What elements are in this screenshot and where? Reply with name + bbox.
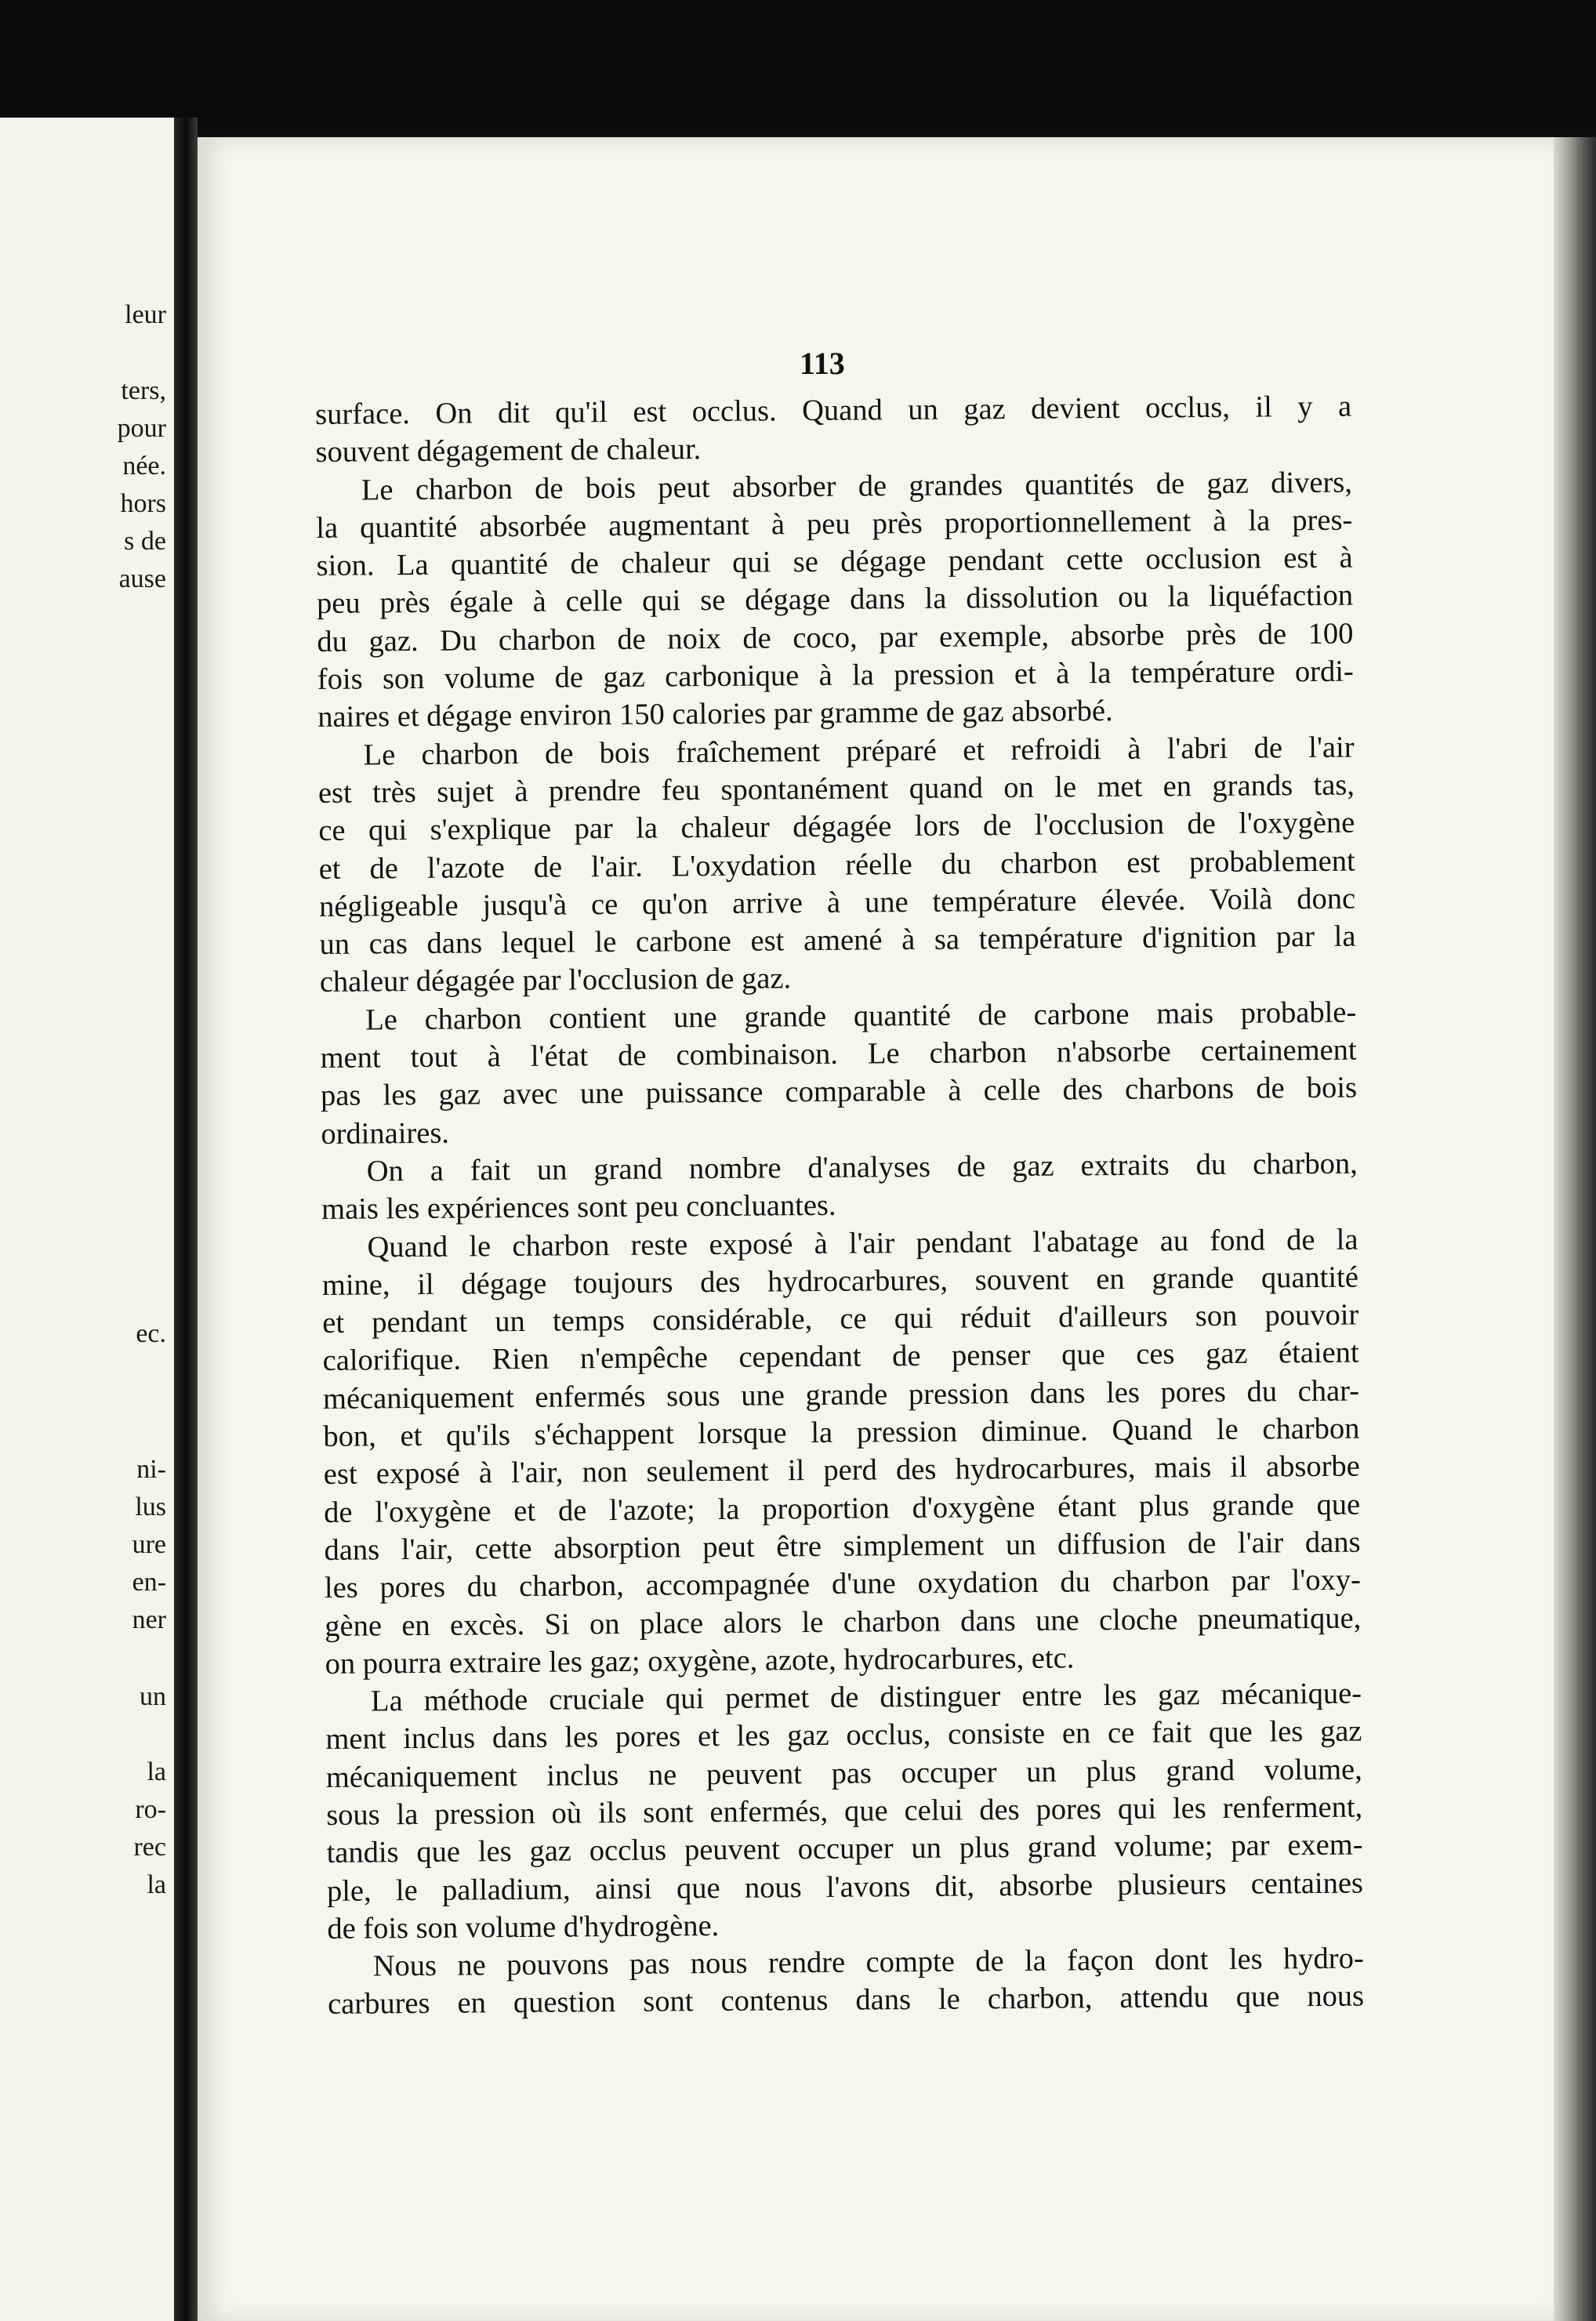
text-line: tandis que les gaz occlus peuvent occuper un plus grand volume; par exem- [326, 1828, 1363, 1870]
body-text [315, 388, 1364, 2024]
text-line: on pourra extraire les gaz; oxygène, azote, hydrocarbures, etc. [325, 1641, 1075, 1681]
left-page-text-fragment: ure [132, 1530, 166, 1559]
page-edge [1554, 137, 1596, 2321]
left-page-text-fragment: la [147, 1870, 166, 1899]
text-line: est très sujet à prendre feu spontanément quand on le met en grands tas, [317, 768, 1355, 810]
left-page-text-fragment: rec [133, 1833, 166, 1862]
text-line: peu près égale à celle qui se dégage dans la dissolution ou la liquéfaction [316, 579, 1354, 621]
text-line: sous la pression où ils sont enfermés, que celui des pores qui les renferment, [326, 1790, 1363, 1832]
text-line: est exposé à l'air, non seulement il perd des hydrocarbures, mais il absorbe [323, 1449, 1360, 1492]
scan-background [0, 0, 1596, 125]
left-page-text-fragment: ec. [136, 1319, 166, 1348]
left-page-text-fragment: un [140, 1682, 166, 1711]
text-line: ment tout à l'état de combinaison. Le charbon n'absorbe certainement [320, 1033, 1357, 1075]
left-page-text-fragment: ters, [121, 376, 166, 405]
left-page-text-fragment: lus [135, 1492, 166, 1521]
text-line: surface. On dit qu'il est occlus. Quand un gaz devient occlus, il y a [315, 390, 1352, 431]
text-line: calorifique. Rien n'empêche cependant de penser que ces gaz étaient [322, 1336, 1359, 1378]
text-line: mécaniquement inclus ne peuvent pas occuper un plus grand volume, [325, 1753, 1362, 1794]
page-number: 113 [800, 346, 845, 381]
text-line: ple, le palladium, ainsi que nous l'avons dit, absorbe plusieurs centaines [326, 1866, 1364, 1908]
text-line: pas les gaz avec une puissance comparable à celle des charbons de bois [320, 1071, 1358, 1113]
text-line: carbures en question sont contenus dans le charbon, attendu que nous [327, 1980, 1365, 2022]
text-line: La méthode cruciale qui permet de distinguer entre les gaz mécanique- [370, 1677, 1362, 1718]
text-line: Le charbon de bois peut absorber de grandes quantités de gaz divers, [361, 466, 1353, 507]
text-line: fois son volume de gaz carbonique à la pression et à la température ordi- [317, 655, 1354, 697]
text-line: Quand le charbon reste exposé à l'air pendant l'abatage au fond de la [367, 1223, 1358, 1264]
text-line: un cas dans lequel le carbone est amené à sa température d'ignition par la [319, 919, 1356, 962]
text-line: et de l'azote de l'air. L'oxydation réelle du charbon est probablement [318, 844, 1355, 886]
text-line: bon, et qu'ils s'échappent lorsque la pression diminue. Quand le charbon [323, 1412, 1360, 1453]
left-page-text-fragment: en- [132, 1568, 166, 1597]
text-line: de l'oxygène et de l'azote; la proportion d'oxygène étant plus grande que [324, 1488, 1361, 1529]
left-page-text-fragment: pour [117, 414, 166, 443]
text-line: et pendant un temps considérable, ce qui réduit d'ailleurs son pouvoir [322, 1298, 1359, 1340]
left-page-text-fragment: leur [125, 300, 166, 329]
text-line: négligeable jusqu'à ce qu'on arrive à une température élevée. Voilà donc [318, 882, 1356, 923]
text-line: On a fait un grand nombre d'analyses de gaz extraits du charbon, [366, 1147, 1358, 1188]
left-page-text-fragment: ause [118, 564, 166, 593]
left-page-text-fragment: la [147, 1757, 166, 1786]
text-line: sion. La quantité de chaleur qui se dégage pendant cette occlusion est à [316, 541, 1353, 583]
text-line: Le charbon de bois fraîchement préparé et refroidi à l'abri de l'air [363, 731, 1355, 772]
text-line: gène en excès. Si on place alors le charbon dans une cloche pneumatique, [325, 1601, 1362, 1643]
text-line: Le charbon contient une grande quantité de carbone mais probable- [365, 995, 1357, 1037]
left-facing-page [0, 118, 174, 2321]
text-line: ordinaires. [321, 1116, 450, 1151]
text-line: naires et dégage environ 150 calories par gramme de gaz absorbé. [317, 694, 1113, 734]
left-page-text-fragment: née. [122, 452, 166, 481]
text-line: du gaz. Du charbon de noix de coco, par exemple, absorbe près de 100 [317, 617, 1354, 658]
text-line: Nous ne pouvons pas nous rendre compte de la façon dont les hydro- [372, 1942, 1364, 1983]
left-page-text-fragment: ni- [136, 1455, 166, 1484]
text-line: de fois son volume d'hydrogène. [327, 1909, 720, 1946]
text-line: ce qui s'explique par la chaleur dégagée lors de l'occlusion de l'oxygène [318, 806, 1355, 848]
book-gutter [174, 118, 198, 2321]
left-page-text-fragment: ro- [135, 1795, 166, 1824]
left-page-text-fragment: ner [132, 1605, 166, 1634]
left-page-text-fragment: hors [120, 489, 166, 518]
left-page-text-fragment: s de [124, 527, 166, 556]
text-line: mécaniquement enfermés sous une grande pression dans les pores du char- [322, 1374, 1360, 1416]
text-line: mine, il dégage toujours des hydrocarbures, souvent en grande quantité [321, 1260, 1359, 1302]
text-line: ment inclus dans les pores et les gaz occlus, consiste en ce fait que les gaz [325, 1714, 1362, 1757]
text-line: chaleur dégagée par l'occlusion de gaz. [319, 962, 792, 999]
text-line: les pores du charbon, accompagnée d'une oxydation du charbon par l'oxy- [324, 1563, 1362, 1605]
text-line: la quantité absorbée augmentant à peu près proportionnellement à la pres- [316, 503, 1353, 545]
text-line: souvent dégagement de chaleur. [315, 433, 702, 470]
text-line: mais les expériences sont peu concluantes. [321, 1189, 836, 1227]
text-line: dans l'air, cette absorption peut être simplement un diffusion de l'air dans [324, 1525, 1361, 1567]
